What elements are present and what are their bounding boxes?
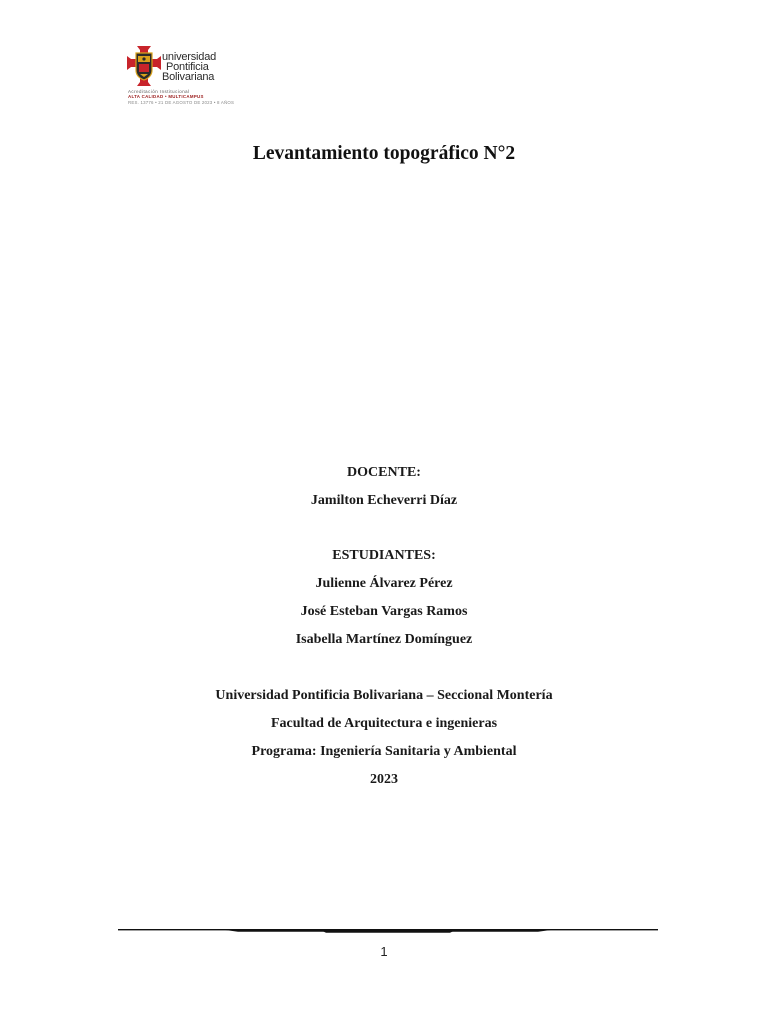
accreditation-text [128, 89, 235, 105]
document-title: Levantamiento topográfico N°2 [252, 143, 516, 164]
logo-name-line: Bolivariana [162, 71, 215, 83]
program-name: Programa: Ingeniería Sanitaria y Ambiental [251, 744, 517, 759]
teacher-name: Jamilton Echeverri Díaz [310, 493, 458, 508]
logo-name-line: Pontificia [166, 61, 209, 73]
faculty-name: Facultad de Arquitectura e ingenieras [270, 716, 498, 731]
teacher-heading: DOCENTE: [347, 465, 421, 480]
accreditation-line: RES. 13776 • 21 DE AGOSTO DE 2023 • 8 AÑOS [128, 99, 235, 105]
institution-name: Universidad Pontificia Bolivariana – Seccional Montería [215, 688, 553, 703]
students-heading: ESTUDIANTES: [332, 548, 436, 563]
page-number: 1 [380, 944, 388, 959]
accreditation-line: ALTA CALIDAD • MULTICAMPUS [128, 94, 204, 100]
logo-name-line: universidad [162, 51, 217, 63]
university-logo [127, 46, 235, 114]
student-name: Isabella Martínez Domínguez [295, 632, 473, 647]
student-name: Julienne Álvarez Pérez [315, 576, 453, 591]
accreditation-line: Acreditación Institucional [128, 89, 190, 94]
footer-divider [118, 927, 658, 933]
document-year: 2023 [370, 772, 398, 787]
university-crest-icon [127, 46, 161, 86]
student-name: José Esteban Vargas Ramos [300, 604, 468, 619]
university-name [162, 52, 216, 82]
